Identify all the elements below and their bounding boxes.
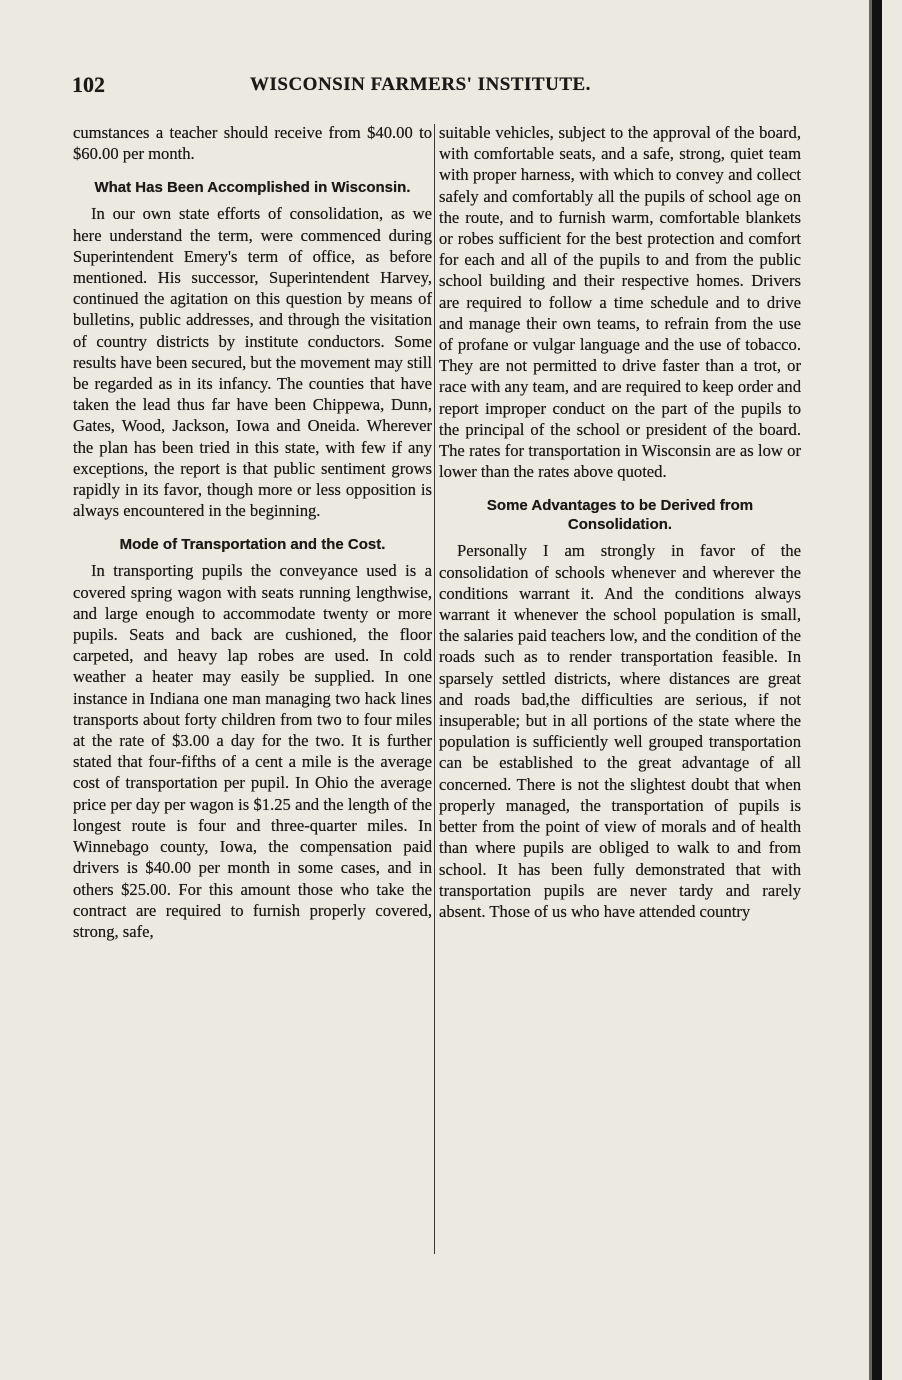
paragraph-vehicles: suitable vehicles, subject to the approval of the board, with comfortable seats, and a safe, strong, quiet team with proper harness, with which to convey and collect safely and comfortably all the pupils of school age on the route, and to furnish warm, comfortable blankets or robes sufficient for the best protection and comfort for each and all of the pupils to and from the public school building and their respective homes. Drivers are required to follow a time schedule and to drive and manage their own teams, to refrain from the use of profane or vulgar language and the use of tobacco. They are not permitted to drive faster than a trot, or race with any team, and are required to keep order and report improper conduct on the part of the pupils to the principal of the school or president of the board. The rates for transportation in Wisconsin are as low or lower than the rates above quoted.	[439, 123, 801, 482]
continued-paragraph: cumstances a teacher should receive from $40.00 to $60.00 per month.	[73, 123, 432, 164]
column-divider	[434, 124, 435, 1254]
left-column	[73, 122, 432, 1262]
running-title: WISCONSIN FARMERS' INSTITUTE.	[250, 74, 591, 95]
section-heading-accomplished: What Has Been Accomplished in Wisconsin.	[94, 179, 411, 197]
right-column	[439, 122, 801, 1262]
page-edge	[869, 0, 882, 1380]
paragraph-transportation: In transporting pupils the conveyance used is a covered spring wagon with seats running lengthwise, and large enough to accommodate twenty or more pupils. Seats and back are cushioned, the floor carpeted, and heavy lap robes are used. In cold weather a heater may easily be supplied. In one instance in Indiana one man managing two hack lines transports about forty children from two to four miles at the rate of $3.00 a day for the two. It is further stated that four-fifths of a cent a mile is the average cost of transportation per pupil. In Ohio the average price per day per wagon is $1.25 and the length of the longest route is four and three-quarter miles. In Winnebago county, Iowa, the compensation paid drivers is $40.00 per month in some cases, and in others $25.00. For this amount those who take the contract are required to furnish properly covered, strong, safe,	[73, 561, 432, 941]
paragraph-accomplished: In our own state efforts of consolidation, as we here understand the term, were commenced during Superintendent Emery's term of office, as before mentioned. His successor, Superintendent Harvey, continued the agitation on this question by means of bulletins, public addresses, and through the visitation of country districts by institute conductors. Some results have been secured, but the movement may still be regarded as in its infancy. The counties that have taken the lead thus far have been Chippewa, Dunn, Gates, Wood, Jackson, Iowa and Oneida. Wherever the plan has been tried in this state, with few if any exceptions, the report is that public sentiment grows rapidly in its favor, though more or less opposition is always encountered in the beginning.	[73, 204, 432, 521]
paragraph-advantages: Personally I am strongly in favor of the consolidation of schools whenever and wherever the conditions warrant it. And the conditions always warrant it whenever the school population is small, the salaries paid teachers low, and the condition of the roads such as to render transportation feasible. In sparsely settled districts, where distances are great and roads bad,the difficulties are serious, if not insuperable; but in all portions of the state where the population is sufficiently well grouped transportation can be established to the great advantage of all concerned. There is not the slightest doubt that when properly managed, the transportation of pupils is better from the point of view of morals and of health than where pupils are obliged to walk to and from school. It has been fully demonstrated that with transportation pupils are never tardy and rarely absent. Those of us who have attended country	[439, 541, 801, 921]
page-header	[72, 70, 642, 100]
page-number: 102	[72, 72, 105, 97]
section-heading-advantages: Some Advantages to be Derived from Consolidation.	[486, 497, 754, 534]
section-heading-transportation: Mode of Transportation and the Cost.	[119, 536, 386, 554]
